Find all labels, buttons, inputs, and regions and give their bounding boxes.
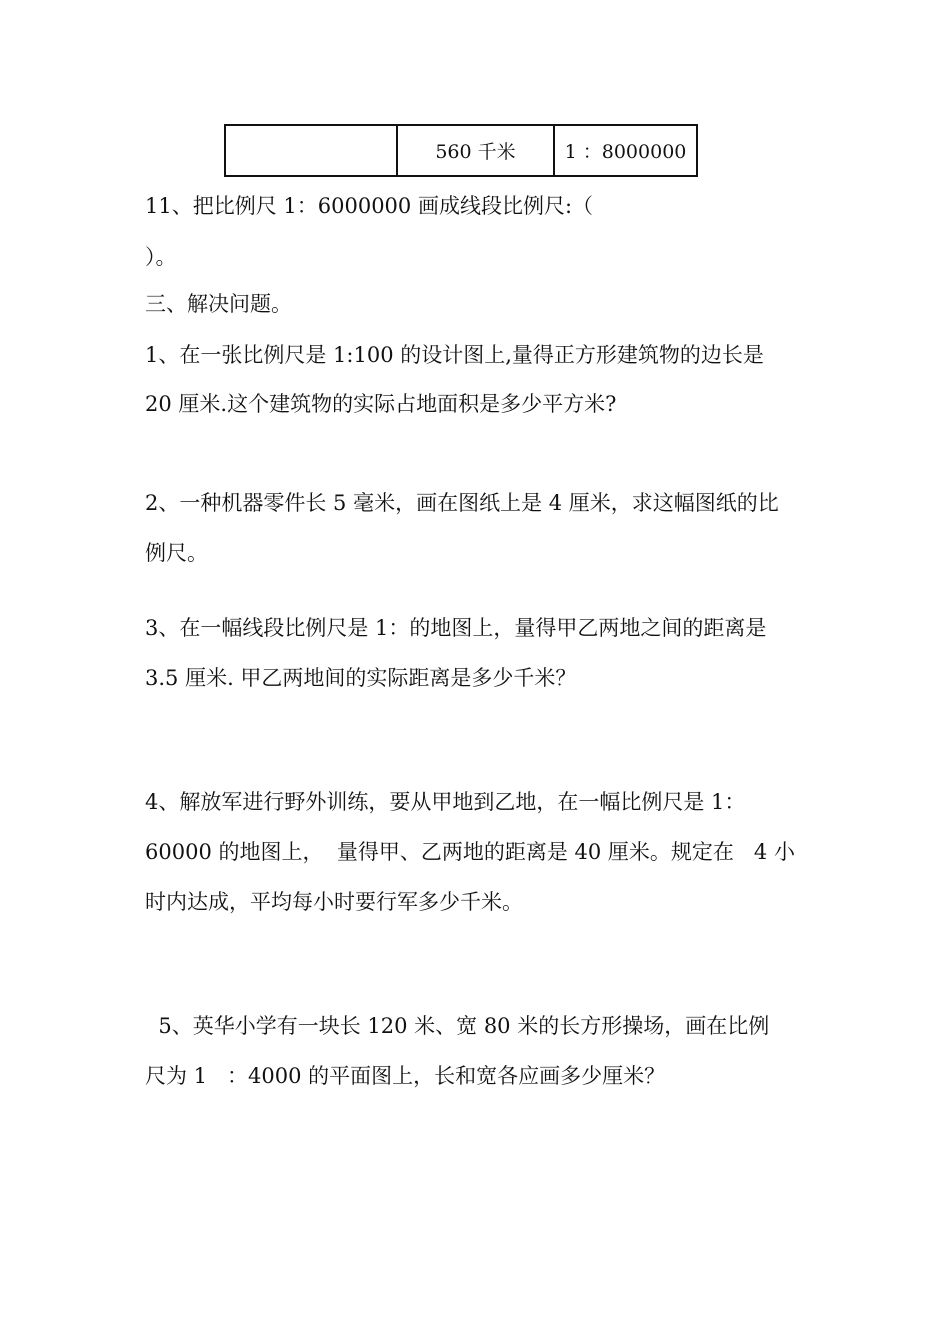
problem-2-line-2: 例尺。 (145, 541, 208, 565)
problem-5-line-2: 尺为 1 ：4000 的平面图上，长和宽各应画多少厘米？ (145, 1064, 666, 1088)
scale-table (224, 124, 698, 177)
section-heading: 三、解决问题。 (145, 292, 292, 316)
problem-4-line-3: 时内达成，平均每小时要行军多少千米。 (145, 890, 523, 914)
problem-1-line-2: 20 厘米.这个建筑物的实际占地面积是多少平方米? (145, 392, 617, 416)
question-11-line-1: 11、把比例尺 1：6000000 画成线段比例尺:（ (145, 194, 594, 218)
table-row (225, 125, 697, 176)
problem-3-line-2: 3.5 厘米. 甲乙两地间的实际距离是多少千米？ (145, 666, 577, 690)
problem-2-line-1: 2、一种机器零件长 5 毫米，画在图纸上是 4 厘米，求这幅图纸的比 (145, 491, 779, 515)
problem-5-line-1: 5、英华小学有一块长 120 米、宽 80 米的长方形操场，画在比例 (145, 1014, 770, 1038)
question-11-line-2: ）。 (145, 245, 177, 269)
problem-4-line-1: 4、解放军进行野外训练，要从甲地到乙地，在一幅比例尺是 1： (145, 790, 746, 814)
table-cell-distance: 560 千米 (397, 125, 554, 176)
table-cell-scale: 1 ：8000000 (554, 125, 697, 176)
problem-3-line-1: 3、在一幅线段比例尺是 1：的地图上，量得甲乙两地之间的距离是 (145, 616, 767, 640)
table-cell-blank (225, 125, 397, 176)
problem-1-line-1: 1、在一张比例尺是 1:100 的设计图上,量得正方形建筑物的边长是 (145, 343, 764, 367)
problem-4-line-2: 60000 的地图上， 量得甲、乙两地的距离是 40 厘米。规定在 4 小 (145, 840, 795, 864)
